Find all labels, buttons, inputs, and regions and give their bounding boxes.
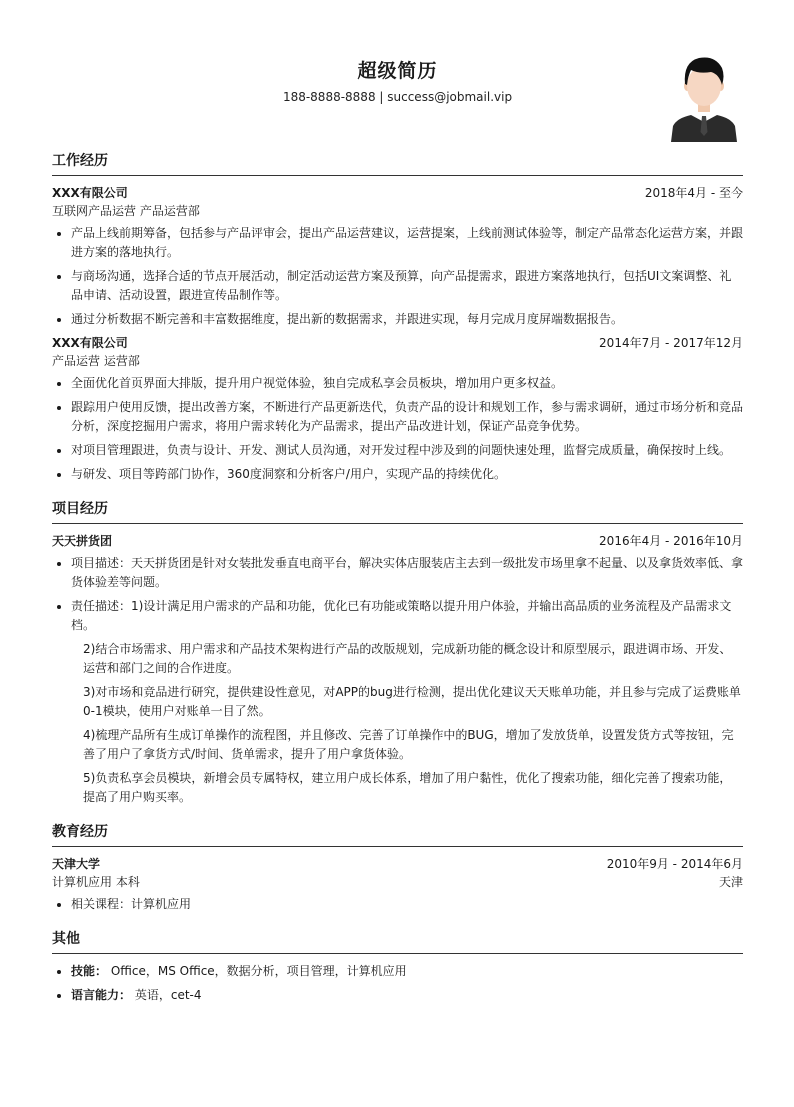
education-date: 2010年9月 - 2014年6月 [606,857,743,871]
list-item: • 跟踪用户使用反馈，提出改善方案，不断进行产品更新迭代，负责产品的设计和规划工作，参与需求调研，通过市场分析和竞品分析，深度挖掘用户需求，将用户需求转化为产品需求，提出产品改进计划，保证产品竞争优势。 [71,398,743,436]
list-item: • 产品上线前期筹备，包括参与产品评审会，提出产品运营建议，运营提案，上线前测试体验等，制定产品常态化运营方案，并跟进方案的落地执行。 [71,224,743,262]
project-detail: 4)梳理产品所有生成订单操作的流程图，并且修改、完善了订单操作中的BUG，增加了发放货单，设置发货方式等按钮，完善了用户了拿货方式/时间、货单需求，提升了用户拿货体验。 [83,728,734,761]
section-title-other: 其他 [52,928,743,954]
list-item: • 对项目管理跟进，负责与设计、开发、测试人员沟通，对开发过程中涉及到的问题快速处理，监督完成质量，确保按时上线。 [71,441,743,460]
list-item: • 相关课程：计算机应用 [71,895,743,914]
list-item: • 通过分析数据不断完善和丰富数据维度，提出新的数据需求，并跟进实现，每月完成月度屏端数据报告。 [71,310,743,329]
list-item [71,962,743,981]
section-title-work: 工作经历 [52,150,743,176]
other-section [52,928,743,1005]
project-date: 2016年4月 - 2016年10月 [599,534,743,548]
project-detail: 5)负责私享会员模块，新增会员专属特权，建立用户成长体系，增加了用户黏性，优化了搜索功能，细化完善了搜索功能，提高了用户购买率。 [83,771,732,804]
candidate-name: 超级简历 [357,60,438,82]
company-name: XXX有限公司 [52,336,128,350]
company-name: XXX有限公司 [52,186,128,200]
avatar-icon [669,52,739,142]
resume-header [52,0,743,150]
list-item [71,986,743,1005]
education-major: 计算机应用 本科 [52,875,140,889]
project-detail: 2)结合市场需求、用户需求和产品技术架构进行产品的改版规划，完成新功能的概念设计和原型展示，跟进调市场、开发、运营和部门之间的合作进度。 [83,642,732,675]
work-section [52,150,743,484]
resume-page [52,0,743,1010]
job-role: 互联网产品运营 产品运营部 [52,204,200,218]
language-label: 语言能力： [71,988,132,1002]
skill-label: 技能： [71,964,108,978]
job-entry-2 [52,334,743,484]
school-name: 天津大学 [52,857,101,871]
language-value: 英语，cet-4 [134,988,202,1002]
list-item: • 项目描述：天天拼货团是针对女装批发垂直电商平台，解决实体店服装店主去到一级批发市场里拿不起量、以及拿货效率低、拿货体验差等问题。 [71,554,743,592]
list-item: • 与商场沟通，选择合适的节点开展活动，制定活动运营方案及预算，向产品提需求，跟进方案落地执行，包括UI文案调整、礼品申请、活动设置，跟进宣传品制作等。 [71,267,743,305]
section-title-education: 教育经历 [52,821,743,847]
project-detail: 3)对市场和竞品进行研究，提供建设性意见，对APP的bug进行检测，提出优化建议天天账单功能，并且参与完成了运费账单0-1模块，使用户对账单一目了然。 [83,685,741,718]
section-title-projects: 项目经历 [52,498,743,524]
job-date: 2018年4月 - 至今 [644,186,743,200]
list-item: • 责任描述：1)设计满足用户需求的产品和功能，优化已有功能或策略以提升用户体验，并输出高品质的业务流程及产品需求文档。 [71,597,743,635]
contact-info: 188-8888-8888 | success@jobmail.vip [282,90,513,104]
list-item: • 全面优化首页界面大排版，提升用户视觉体验，独自完成私享会员板块，增加用户更多权益。 [71,374,743,393]
education-city: 天津 [718,875,743,889]
education-section [52,821,743,914]
list-item: • 与研发、项目等跨部门协作，360度洞察和分析客户/用户，实现产品的持续优化。 [71,465,743,484]
job-role: 产品运营 运营部 [52,354,140,368]
job-entry-1 [52,184,743,329]
project-name: 天天拼货团 [52,534,113,548]
job-date: 2014年7月 - 2017年12月 [599,336,743,350]
project-section [52,498,743,807]
skill-value: Office，MS Office，数据分析，项目管理，计算机应用 [110,964,407,978]
